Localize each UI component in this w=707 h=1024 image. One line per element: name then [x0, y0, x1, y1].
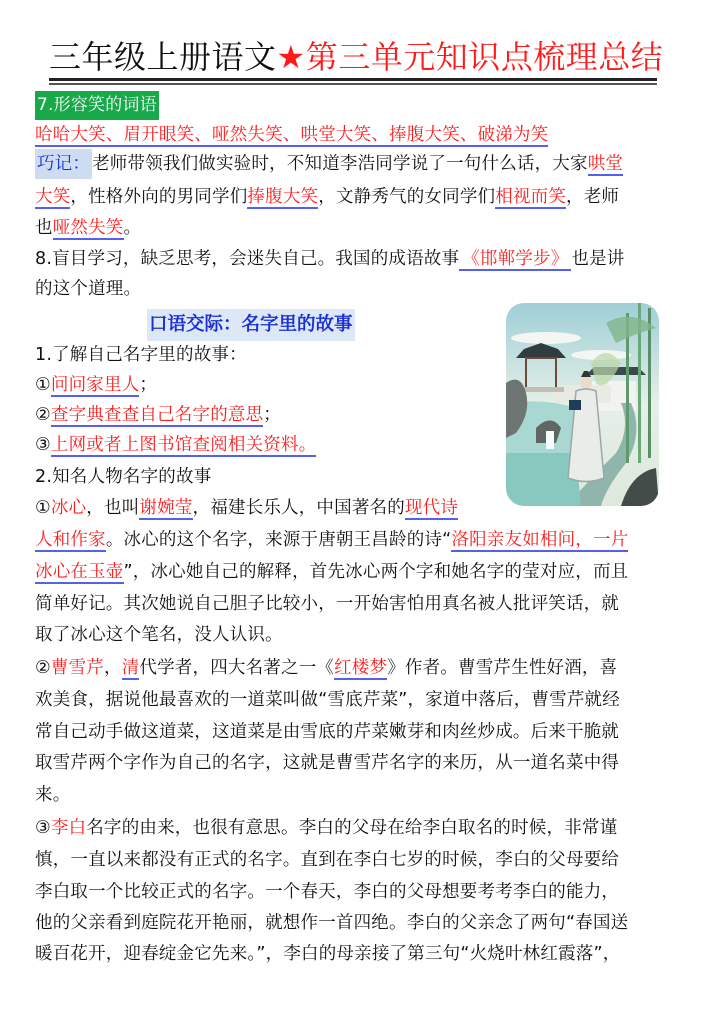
way-punct: ； — [263, 405, 281, 425]
tip-text: ，老师 — [566, 187, 620, 207]
tip-line-2 — [35, 180, 619, 214]
star-icon: ★ — [276, 38, 306, 76]
bingxin-line-5 — [35, 618, 283, 652]
body-text: 代学者，四大名著之一《 — [139, 658, 335, 678]
way-number: ② — [35, 405, 51, 425]
bingxin-line-2 — [35, 523, 628, 557]
section8-text: 的这个道理。 — [35, 279, 142, 299]
bingxin-line-4 — [35, 587, 619, 621]
body-text: 名字的由来，也很有意思。李白的父母在给李白取名的时候，非常谨 — [86, 818, 618, 838]
highlight-word: 人和作家 — [35, 530, 106, 550]
way-punct: ； — [139, 375, 158, 395]
tip-text: ，性格外向的男同学们 — [70, 187, 248, 207]
highlight-word: 相视而笑 — [495, 187, 567, 207]
section8-text: 也是讲 — [571, 249, 625, 269]
libai-line-2 — [35, 843, 619, 877]
cao-line-2 — [35, 683, 620, 717]
highlight-word: 洛阳亲友如相问，一片 — [451, 530, 629, 550]
person-name: 李白 — [50, 818, 87, 838]
oral-section-heading: 口语交际：名字里的故事 — [147, 309, 355, 341]
body-text: 》作者。曹雪芹生性好酒，喜 — [387, 658, 618, 678]
laugh-words: 哈哈大笑、眉开眼笑、哑然失笑、哄堂大笑、捧腹大笑、破涕为笑 — [35, 125, 549, 145]
libai-line-1 — [35, 811, 617, 845]
body-text: 李白取一个比较正式的名字。一个春天，李白的父母想要考考李白的能力， — [35, 882, 620, 902]
cao-line-4 — [35, 746, 619, 780]
person-name: 曹雪芹 — [50, 658, 104, 678]
scholar-garden-illustration — [506, 303, 659, 506]
libai-line-4 — [35, 906, 628, 940]
highlight-word: 清 — [121, 658, 140, 678]
tip-text: ，文静秀气的女同学们 — [318, 187, 496, 207]
way-text: 查字典查查自己名字的意思 — [50, 405, 264, 425]
highlight-word: 哄堂 — [587, 154, 624, 174]
bingxin-line-3 — [35, 555, 628, 589]
title-rule-thin — [49, 83, 657, 85]
item-number: ③ — [35, 818, 51, 838]
section8-line-1 — [35, 242, 625, 276]
section7-heading-line — [35, 88, 159, 122]
cao-line-1 — [35, 651, 617, 685]
highlight-word: 冰心在玉壶 — [35, 562, 124, 582]
body-text: 来。 — [35, 785, 71, 805]
page-title — [49, 37, 664, 77]
title-rule-thick — [49, 78, 657, 81]
libai-line-5 — [35, 937, 620, 971]
way-number: ① — [35, 375, 51, 395]
body-text: 暖百花开，迎春绽金它先来。”，李白的母亲接了第三句“火烧叶林红霞落”， — [35, 944, 621, 964]
highlight-word: 现代诗 — [404, 498, 459, 518]
body-text: 他的父亲看到庭院花开艳丽，就想作一首四绝。李白的父亲念了两句“春国送 — [35, 913, 629, 933]
body-text: 常自己动手做这道菜，这道菜是由雪底的芹菜嫩芽和肉丝炒成。后来干脆就 — [35, 722, 620, 742]
highlight-word: 红楼梦 — [334, 658, 388, 678]
body-text: 。冰心的这个名字，来源于唐朝王昌龄的诗“ — [105, 530, 452, 550]
oral-item-1-title — [35, 338, 247, 372]
bingxin-line-1 — [35, 491, 458, 525]
way-text: 上网或者上图书馆查阅相关资料。 — [50, 435, 317, 455]
person-name: 冰心 — [50, 498, 87, 518]
tip-line-1 — [35, 147, 623, 181]
way-1 — [35, 368, 157, 402]
item-number: ② — [35, 658, 51, 678]
illustration-image-icon — [506, 303, 659, 506]
body-text: 欢美食，据说他最喜欢的一道菜叫做“雪底芹菜”，家道中落后，曹雪芹就经 — [35, 690, 620, 710]
body-text: ”，冰心她自己的解释，首先冰心两个字和她名字的莹对应，而且 — [123, 562, 629, 582]
cao-line-5 — [35, 778, 70, 812]
highlight-word: 捧腹大笑 — [247, 187, 319, 207]
tip-line-3 — [35, 211, 141, 245]
title-grade: 三年级上册语文 — [49, 38, 277, 76]
tip-text: 老师带领我们做实验时，不知道李浩同学说了一句什么话，大家 — [92, 154, 588, 174]
section8-text: 8.盲目学习，缺乏思考，会迷失自己。我国的成语故事 — [35, 249, 460, 269]
body-text: ， — [104, 658, 122, 678]
highlight-word: 谢婉莹 — [139, 498, 193, 518]
idiom-story-title: 《邯郸学步》 — [459, 249, 571, 271]
tip-text: 也 — [35, 218, 53, 238]
body-text: 慎，一直以来都没有正式的名字。直到在李白七岁的时候，李白的父母要给 — [35, 850, 620, 870]
cao-line-3 — [35, 715, 619, 749]
way-number: ③ — [35, 435, 51, 455]
body-text: 简单好记。其次她说自己胆子比较小，一开始害怕用真名被人批评笑话，就 — [35, 594, 620, 614]
body-text: 取了冰心这个笔名，没人认识。 — [35, 625, 283, 645]
highlight-word: 大笑 — [35, 187, 71, 207]
tip-label: 巧记： — [35, 149, 92, 179]
title-unit: 第三单元知识点梳理总结 — [305, 38, 664, 76]
body-text: ，福建长乐人，中国著名的 — [192, 498, 405, 518]
way-text: 问问家里人 — [50, 375, 140, 395]
libai-line-3 — [35, 875, 619, 909]
oral-item-text: 1.了解自己名字里的故事： — [35, 345, 247, 365]
body-text: ，也叫 — [86, 498, 140, 518]
way-2 — [35, 398, 281, 432]
way-3 — [35, 428, 316, 462]
body-text: 取雪芹两个字作为自己的名字，这就是曹雪芹名字的来历，从一道名菜中得 — [35, 753, 620, 773]
title-double-underline — [49, 78, 657, 85]
highlight-word: 哑然失笑 — [52, 218, 124, 238]
oral-item-text: 2.知名人物名字的故事 — [35, 467, 212, 487]
section7-heading: 7.形容笑的词语 — [35, 91, 159, 120]
item-number: ① — [35, 498, 51, 518]
section8-line-2 — [35, 272, 141, 306]
tip-text: 。 — [123, 218, 142, 238]
oral-item-2-title — [35, 460, 211, 494]
